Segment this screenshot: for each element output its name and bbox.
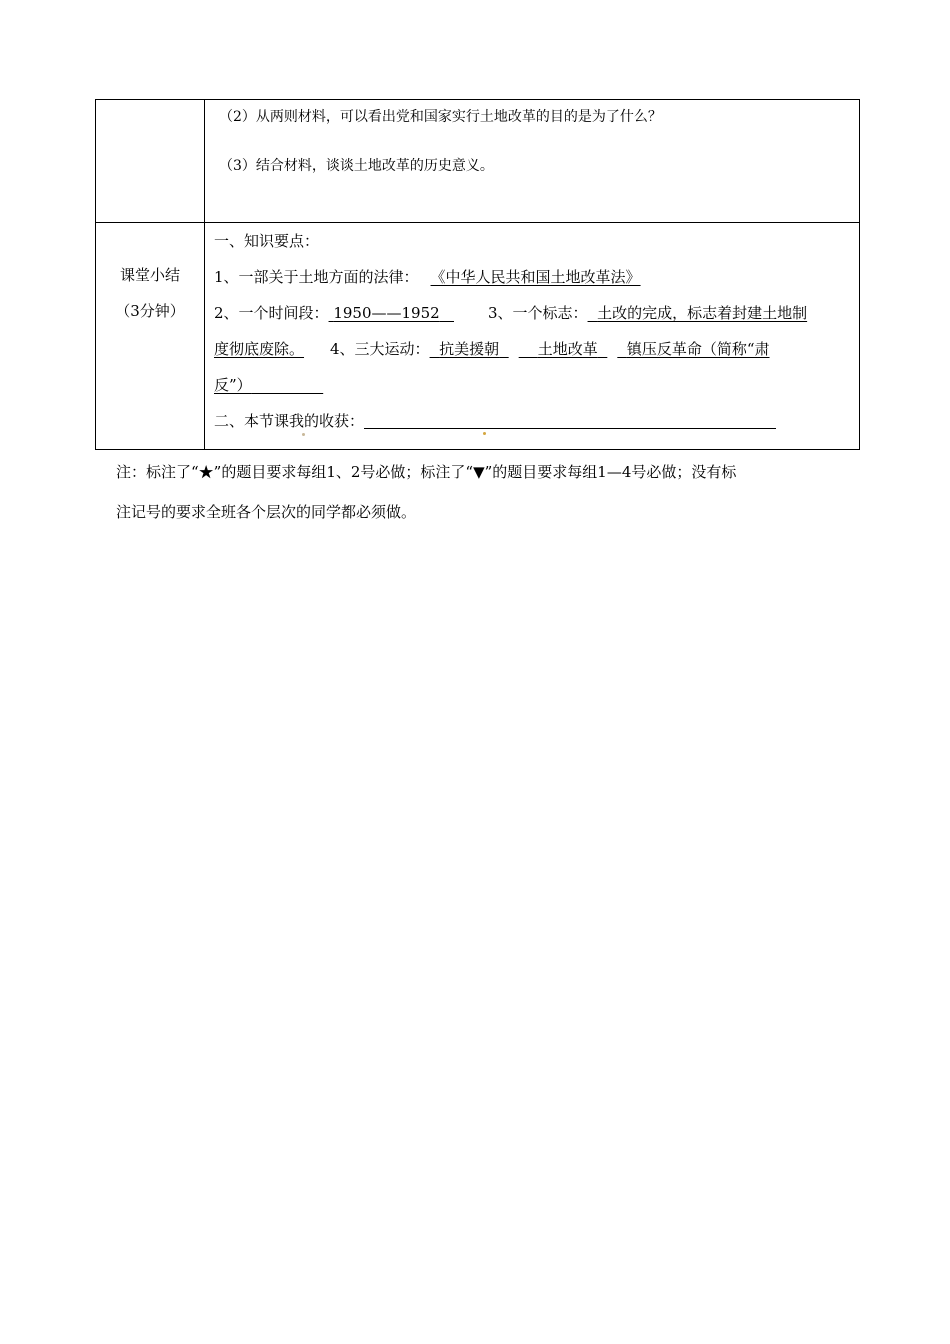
summary-time: （3分钟） xyxy=(115,302,185,320)
ink-speck-2 xyxy=(483,432,486,435)
table-row-summary xyxy=(96,223,860,450)
footnote-line-1: 注：标注了“★”的题目要求每组1、2号必做；标注了“▼”的题目要求每组1—4号必做；没有标 xyxy=(116,463,737,481)
question-3: （3）结合材料，谈谈土地改革的历史意义。 xyxy=(219,158,494,174)
question-2: （2）从两则材料，可以看出党和国家实行土地改革的目的是为了什么？ xyxy=(219,109,662,125)
gain-line xyxy=(214,403,859,439)
summary-content-cell xyxy=(205,223,860,450)
item3-answer-wrap xyxy=(588,304,808,322)
item4-movement-b: 土地改革 xyxy=(537,340,598,358)
item3-answer-a: 土改的完成，标志着封建土地制 xyxy=(597,304,808,322)
item4-movement-c2: 反”） xyxy=(214,376,252,394)
item3-answer-b: 度彻底废除。 xyxy=(214,340,305,358)
questions-cell xyxy=(205,100,860,223)
item4-movement-a: 抗美援朝 xyxy=(439,340,500,358)
item1-prefix: 1、一部关于土地方面的法律： xyxy=(214,268,419,286)
summary-item-2-3 xyxy=(214,295,859,331)
item4-b-wrap xyxy=(519,340,608,358)
item2-answer-wrap xyxy=(329,304,454,322)
ink-speck-1 xyxy=(302,433,305,436)
empty-label-cell xyxy=(96,100,205,223)
summary-label-cell xyxy=(96,223,205,450)
footnote-line-2: 注记号的要求全班各个层次的同学都必须做。 xyxy=(116,503,417,521)
summary-item-1 xyxy=(214,259,859,295)
summary-title: 课堂小结 xyxy=(119,266,180,284)
summary-item-4-cont xyxy=(214,367,859,403)
gain-prefix: 二、本节课我的收获： xyxy=(214,412,365,430)
item4-c-wrap xyxy=(617,340,769,358)
worksheet-table xyxy=(95,99,860,450)
knowledge-heading: 一、知识要点： xyxy=(214,232,320,250)
item4-prefix: 4、三大运动： xyxy=(330,340,430,358)
item4-movement-c: 镇压反革命（简称“肃 xyxy=(626,340,770,358)
item1-answer: 《中华人民共和国土地改革法》 xyxy=(430,268,641,286)
gain-blank xyxy=(364,408,776,429)
item4-c2-wrap xyxy=(214,376,323,394)
footnote xyxy=(116,452,856,532)
item2-prefix: 2、一个时间段： xyxy=(214,304,329,322)
item3-prefix: 3、一个标志： xyxy=(488,304,588,322)
summary-item-4 xyxy=(214,331,859,367)
table-row-questions xyxy=(96,100,860,223)
item2-answer: 1950——1952 xyxy=(333,304,440,322)
item4-a-wrap xyxy=(430,340,509,358)
